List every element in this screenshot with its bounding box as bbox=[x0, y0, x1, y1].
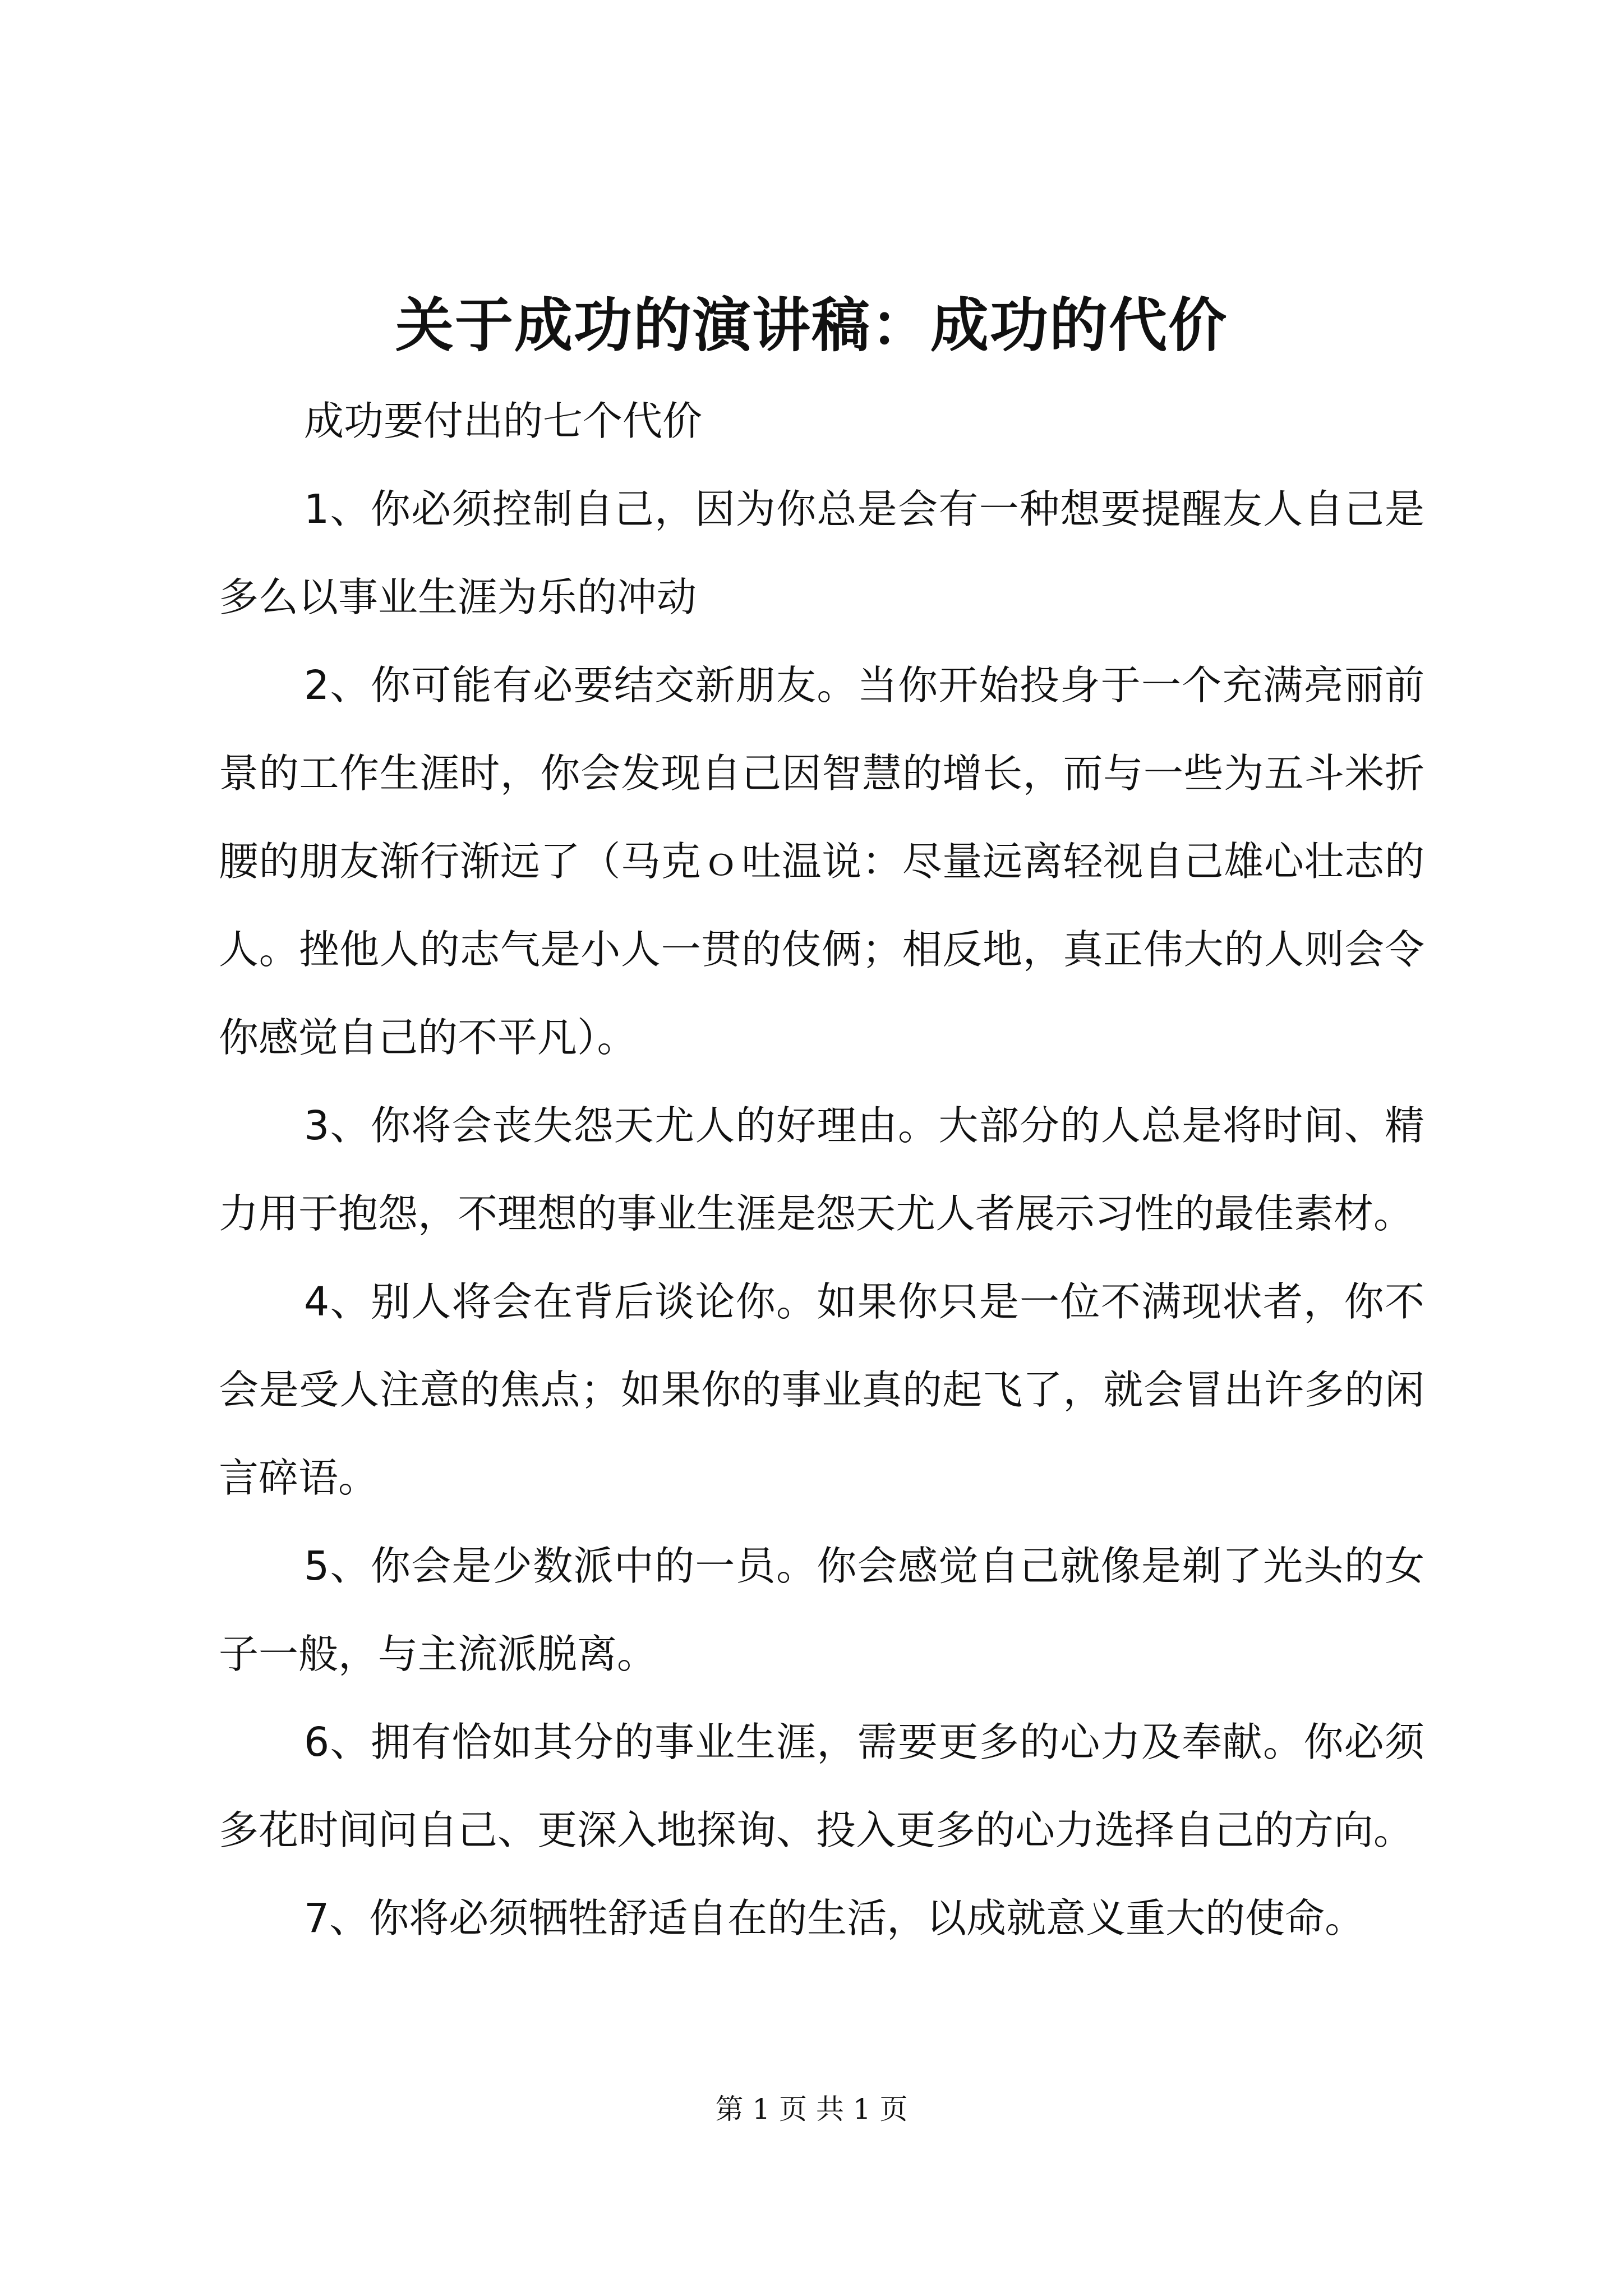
document-title: 关于成功的演讲稿：成功的代价 bbox=[395, 291, 1228, 360]
paragraph-1: 1、你必须控制自己，因为你总是会有一种想要提醒友人自己是多么以事业生涯为乐的冲动 bbox=[219, 486, 1424, 620]
paragraph-4: 4、别人将会在背后谈论你。如果你只是一位不满现状者，你不会是受人注意的焦点；如果你的事业真的起飞了，就会冒出许多的闲言碎语。 bbox=[219, 1278, 1424, 1501]
document-body bbox=[219, 377, 1424, 1962]
page-footer: 第 1 页 共 1 页 bbox=[715, 2093, 908, 2125]
paragraph-7: 7、你将必须牺牲舒适自在的生活，以成就意义重大的使命。 bbox=[304, 1895, 1365, 1941]
document-subtitle: 成功要付出的七个代价 bbox=[304, 398, 703, 444]
paragraph-5: 5、你会是少数派中的一员。你会感觉自己就像是剃了光头的女子一般，与主流派脱离。 bbox=[219, 1543, 1424, 1677]
paragraph-6: 6、拥有恰如其分的事业生涯，需要更多的心力及奉献。你必须多花时间问自己、更深入地探询、投入更多的心力选择自己的方向。 bbox=[219, 1719, 1424, 1853]
paragraph-3: 3、你将会丧失怨天尤人的好理由。大部分的人总是将时间、精力用于抱怨，不理想的事业生涯是怨天尤人者展示习性的最佳素材。 bbox=[219, 1102, 1424, 1237]
paragraph-2: 2、你可能有必要结交新朋友。当你开始投身于一个充满亮丽前景的工作生涯时，你会发现自己因智慧的增长，而与一些为五斗米折腰的朋友渐行渐远了（马克ｏ吐温说：尽量远离轻视自己雄心壮志的人。挫他人的志气是小人一贯的伎俩；相反地，真正伟大的人则会令你感觉自己的不平凡）。 bbox=[219, 662, 1424, 1061]
